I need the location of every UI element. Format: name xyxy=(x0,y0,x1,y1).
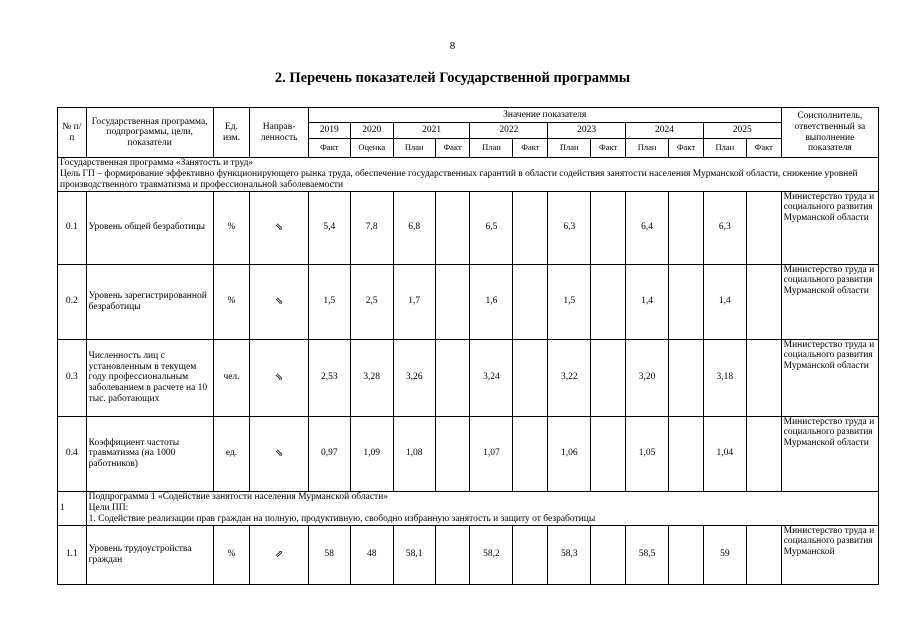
value-cell: 2,53 xyxy=(308,339,350,416)
header-direction: Направ-ленность xyxy=(250,108,308,158)
subprogram-row xyxy=(58,491,879,525)
subprogram-title: Подпрограмма 1 «Содействие занятости населения Мурманской области» xyxy=(88,491,389,502)
value-cell: 58,2 xyxy=(470,525,513,584)
down-arrow-icon: ⇘ xyxy=(250,339,308,416)
value-cell xyxy=(435,264,470,339)
value-cell: 59 xyxy=(703,525,746,584)
program-title: Государственная программа «Занятость и труд» xyxy=(60,158,254,168)
value-cell: 6,3 xyxy=(703,191,746,264)
down-arrow-icon: ⇘ xyxy=(250,264,308,339)
header-num: № п/п xyxy=(58,108,87,158)
year-2021: 2021 xyxy=(393,123,470,139)
value-cell: 3,24 xyxy=(470,339,513,416)
row-unit: чел. xyxy=(213,339,250,416)
header-row-1 xyxy=(58,108,879,123)
year-2025: 2025 xyxy=(703,123,781,139)
indicators-table xyxy=(57,107,879,585)
row-name: Уровень трудоустройства граждан xyxy=(86,525,213,584)
row-unit: ед. xyxy=(213,416,250,491)
value-cell: 6,8 xyxy=(393,191,435,264)
value-cell xyxy=(591,525,626,584)
row-num: 0.4 xyxy=(58,416,87,491)
program-block xyxy=(58,158,879,192)
sub-header: Факт xyxy=(308,139,350,158)
row-name: Коэффициент частоты травматизма (на 1000 работников) xyxy=(86,416,213,491)
value-cell: 6,4 xyxy=(626,191,669,264)
year-2022: 2022 xyxy=(470,123,548,139)
year-2024: 2024 xyxy=(626,123,704,139)
value-cell: 48 xyxy=(350,525,393,584)
value-cell: 1,4 xyxy=(626,264,669,339)
program-goal: Цель ГП – формирование эффективно функционирующего рынка труда, обеспечение государственных гарантий в области содействия занятости населения Мурманской области, снижение уровней производственного травматизма и профессиональной заболеваемости xyxy=(60,168,858,190)
sub-header: Факт xyxy=(591,139,626,158)
year-2019: 2019 xyxy=(308,123,350,139)
header-value: Значение показателя xyxy=(308,108,781,123)
row-executor: Министерство труда и социального развития Мурманской xyxy=(781,525,878,584)
value-cell xyxy=(746,525,781,584)
header-unit: Ед. изм. xyxy=(213,108,250,158)
sub-header: План xyxy=(548,139,591,158)
header-executor: Соисполнитель, ответственный за выполнение показателя xyxy=(781,108,878,158)
value-cell: 1,6 xyxy=(470,264,513,339)
section-title: 2. Перечень показателей Государственной программы xyxy=(274,70,631,86)
sub-header: План xyxy=(703,139,746,158)
value-cell xyxy=(513,525,548,584)
value-cell xyxy=(435,339,470,416)
sub-header: Факт xyxy=(435,139,470,158)
row-executor: Министерство труда и социального развития Мурманской области xyxy=(781,416,878,491)
value-cell xyxy=(435,191,470,264)
value-cell xyxy=(591,339,626,416)
value-cell xyxy=(591,191,626,264)
value-cell: 58,5 xyxy=(626,525,669,584)
subprogram-goal: 1. Содействие реализации прав граждан на полную, продуктивную, свободно избранную занятость и защиту от безработицы xyxy=(88,513,596,524)
value-cell: 7,8 xyxy=(350,191,393,264)
value-cell: 5,4 xyxy=(308,191,350,264)
down-arrow-icon: ⇘ xyxy=(250,191,308,264)
value-cell xyxy=(435,525,470,584)
subprogram-num: 1 xyxy=(58,491,87,525)
sub-header: Оценка xyxy=(350,139,393,158)
value-cell: 1,09 xyxy=(350,416,393,491)
value-cell: 6,5 xyxy=(470,191,513,264)
value-cell: 0,97 xyxy=(308,416,350,491)
down-arrow-icon: ⇘ xyxy=(250,416,308,491)
value-cell xyxy=(513,191,548,264)
row-num: 0.1 xyxy=(58,191,87,264)
value-cell xyxy=(746,264,781,339)
value-cell: 58,1 xyxy=(393,525,435,584)
row-name: Уровень зарегистрированной безработицы xyxy=(86,264,213,339)
row-unit: % xyxy=(213,191,250,264)
value-cell: 1,05 xyxy=(626,416,669,491)
year-2023: 2023 xyxy=(548,123,626,139)
subprogram-block xyxy=(86,491,878,525)
value-cell: 1,08 xyxy=(393,416,435,491)
value-cell xyxy=(513,264,548,339)
sub-header: Факт xyxy=(669,139,704,158)
value-cell xyxy=(513,416,548,491)
value-cell: 1,5 xyxy=(548,264,591,339)
sub-header: Факт xyxy=(746,139,781,158)
row-unit: % xyxy=(213,525,250,584)
sub-header: План xyxy=(470,139,513,158)
value-cell: 1,4 xyxy=(703,264,746,339)
row-executor: Министерство труда и социального развития Мурманской области xyxy=(781,339,878,416)
value-cell xyxy=(746,416,781,491)
table-row xyxy=(58,416,879,491)
table-row xyxy=(58,264,879,339)
sub-header: План xyxy=(393,139,435,158)
value-cell xyxy=(669,264,704,339)
value-cell xyxy=(669,339,704,416)
value-cell: 58 xyxy=(308,525,350,584)
row-unit: % xyxy=(213,264,250,339)
value-cell xyxy=(669,416,704,491)
value-cell: 58,3 xyxy=(548,525,591,584)
value-cell xyxy=(591,416,626,491)
row-executor: Министерство труда и социального развития Мурманской области xyxy=(781,264,878,339)
table-row xyxy=(58,191,879,264)
table-row xyxy=(58,525,879,584)
row-executor: Министерство труда и социального развития Мурманской области xyxy=(781,191,878,264)
up-arrow-icon: ⇗ xyxy=(250,525,308,584)
row-name: Численность лиц с установленным в текущем году профессиональным заболеванием в расчете на 10 тыс. работающих xyxy=(86,339,213,416)
value-cell: 1,04 xyxy=(703,416,746,491)
value-cell xyxy=(746,191,781,264)
row-num: 0.2 xyxy=(58,264,87,339)
value-cell: 3,26 xyxy=(393,339,435,416)
sub-header: План xyxy=(626,139,669,158)
value-cell: 1,07 xyxy=(470,416,513,491)
page-number: 8 xyxy=(449,40,456,52)
value-cell: 1,7 xyxy=(393,264,435,339)
value-cell: 2,5 xyxy=(350,264,393,339)
table-row xyxy=(58,339,879,416)
program-block-row xyxy=(58,158,879,192)
header-program: Государственная программа, подпрограммы, цели, показатели xyxy=(86,108,213,158)
subprogram-goals-label: Цели ПП: xyxy=(88,502,129,513)
value-cell: 6,3 xyxy=(548,191,591,264)
value-cell xyxy=(669,191,704,264)
value-cell xyxy=(746,339,781,416)
row-num: 0.3 xyxy=(58,339,87,416)
value-cell xyxy=(591,264,626,339)
row-num: 1.1 xyxy=(58,525,87,584)
value-cell: 3,18 xyxy=(703,339,746,416)
year-2020: 2020 xyxy=(350,123,393,139)
value-cell: 3,20 xyxy=(626,339,669,416)
value-cell: 3,22 xyxy=(548,339,591,416)
row-name: Уровень общей безработицы xyxy=(86,191,213,264)
value-cell: 3,28 xyxy=(350,339,393,416)
sub-header: Факт xyxy=(513,139,548,158)
value-cell xyxy=(669,525,704,584)
value-cell xyxy=(513,339,548,416)
value-cell: 1,06 xyxy=(548,416,591,491)
value-cell xyxy=(435,416,470,491)
value-cell: 1,5 xyxy=(308,264,350,339)
